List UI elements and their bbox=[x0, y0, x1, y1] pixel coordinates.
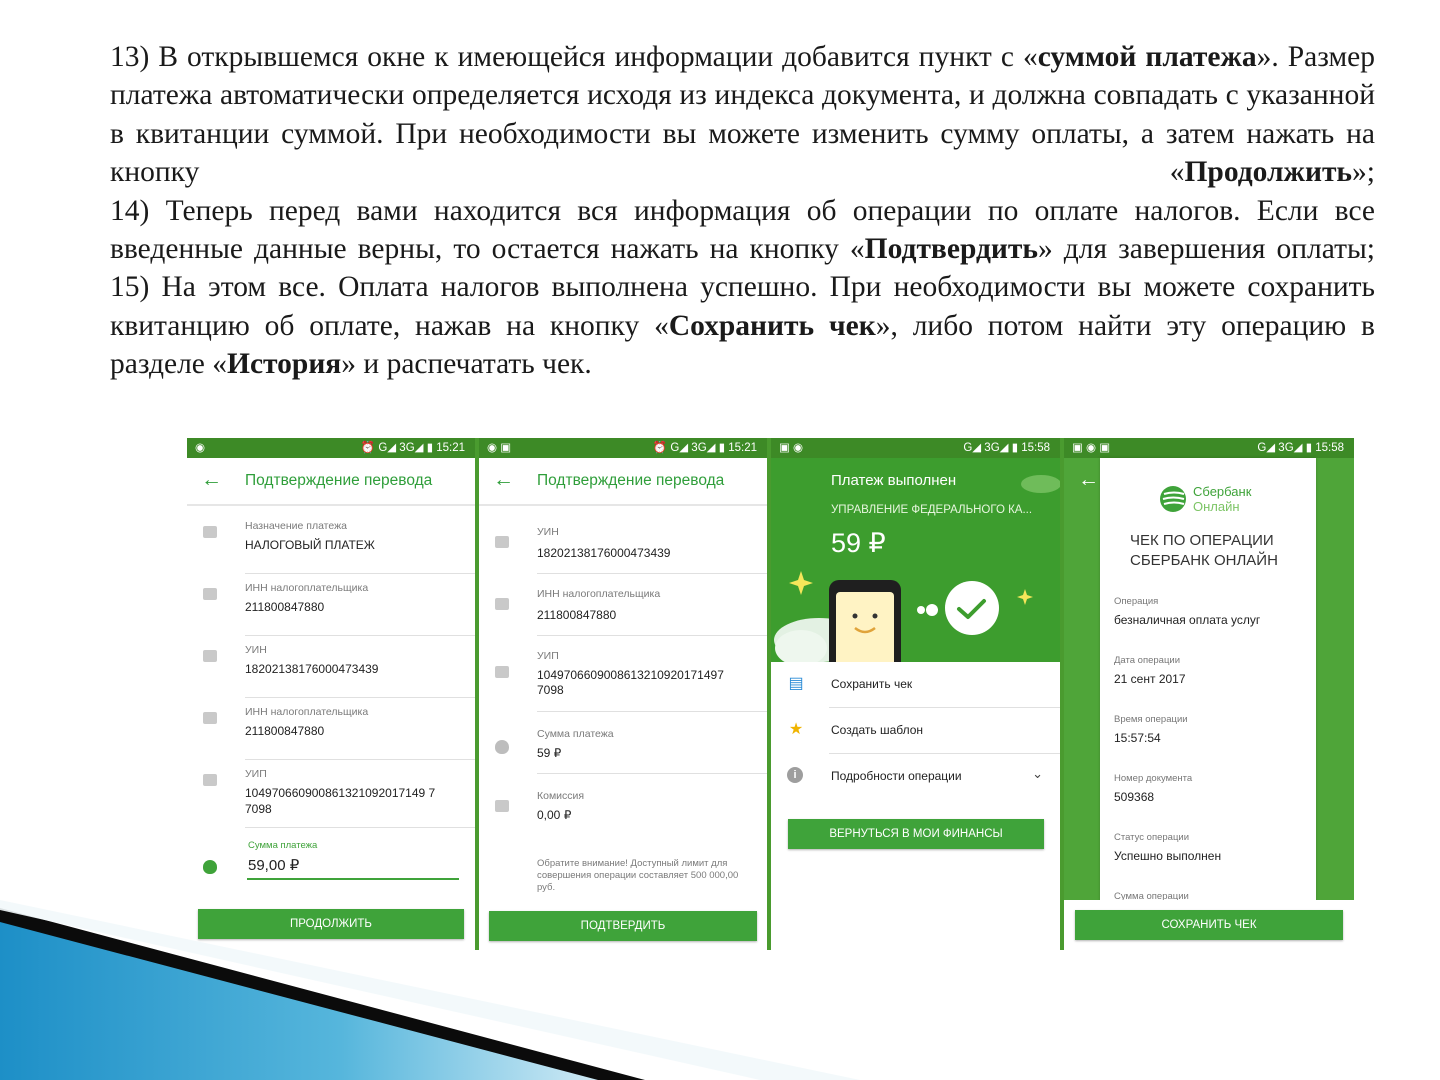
receipt-value: 21 сент 2017 bbox=[1114, 672, 1186, 686]
back-arrow-icon[interactable]: ← bbox=[1078, 468, 1099, 491]
field-icon bbox=[495, 800, 509, 812]
phone-screenshots bbox=[187, 438, 1354, 950]
field-value: 0,00 ₽ bbox=[537, 808, 572, 822]
field-value: 211800847880 bbox=[245, 724, 325, 738]
receipt-label: Сумма операции bbox=[1114, 891, 1189, 900]
field-value-cont: 7098 bbox=[537, 683, 564, 697]
field-uip bbox=[479, 636, 767, 712]
continue-button[interactable]: ПРОДОЛЖИТЬ bbox=[198, 909, 464, 939]
field-value: 18202138176000473439 bbox=[245, 662, 379, 676]
status-bar bbox=[1064, 438, 1354, 458]
field-value: 18202138176000473439 bbox=[537, 546, 671, 560]
field-icon bbox=[203, 588, 217, 600]
screen-title: Подтверждение перевода bbox=[537, 472, 725, 489]
field-uip bbox=[187, 760, 475, 828]
field-icon bbox=[203, 650, 217, 662]
create-template-menu-item[interactable] bbox=[771, 708, 1060, 754]
field-label: Комиссия bbox=[537, 790, 585, 802]
field-fee bbox=[479, 774, 767, 836]
receipt-label: Время операции bbox=[1114, 714, 1188, 725]
status-indicators: G◢ 3G◢ ▮ 15:58 bbox=[1257, 442, 1344, 454]
field-label: ИНН налогоплательщика bbox=[537, 588, 661, 600]
menu-label: Создать шаблон bbox=[831, 723, 924, 737]
receipt-heading-line2: СБЕРБАНК ОНЛАЙН bbox=[1130, 552, 1278, 569]
field-label: ИНН налогоплательщика bbox=[245, 582, 369, 594]
status-indicators: ⏰ G◢ 3G◢ ▮ 15:21 bbox=[652, 442, 757, 454]
recipient-name: УПРАВЛЕНИЕ ФЕДЕРАЛЬНОГО КА... bbox=[831, 504, 1033, 516]
screen-title: Подтверждение перевода bbox=[245, 472, 433, 489]
field-amount[interactable] bbox=[187, 836, 475, 896]
app-bar bbox=[479, 458, 767, 506]
operation-details-menu-item[interactable] bbox=[771, 754, 1060, 800]
app-icon: ◉ ▣ bbox=[487, 442, 512, 454]
phone-payment-amount bbox=[187, 438, 475, 950]
status-bar bbox=[479, 438, 767, 458]
back-arrow-icon[interactable]: ← bbox=[201, 468, 222, 491]
phone-receipt bbox=[1064, 438, 1354, 950]
paid-amount: 59 ₽ bbox=[831, 528, 886, 558]
money-bag-icon bbox=[495, 740, 509, 754]
field-icon bbox=[495, 536, 509, 548]
field-icon bbox=[203, 712, 217, 724]
field-inn bbox=[187, 574, 475, 636]
field-label: ИНН налогоплательщика bbox=[245, 706, 369, 718]
decorative-wedge bbox=[0, 900, 860, 1080]
field-icon bbox=[495, 598, 509, 610]
field-label: УИН bbox=[537, 526, 559, 538]
receipt-icon: ▤ bbox=[788, 675, 804, 692]
receipt-heading bbox=[1130, 531, 1278, 571]
receipt-field-cut bbox=[1114, 891, 1304, 900]
field-amount bbox=[479, 712, 767, 774]
app-icon: ◉ bbox=[195, 442, 206, 454]
success-header bbox=[771, 458, 1060, 662]
menu-label: Подробности операции bbox=[831, 769, 962, 783]
save-receipt-button[interactable]: СОХРАНИТЬ ЧЕК bbox=[1075, 910, 1343, 940]
receipt-value: Успешно выполнен bbox=[1114, 849, 1222, 863]
menu-label: Сохранить чек bbox=[831, 677, 913, 691]
field-inn bbox=[479, 574, 767, 636]
receipt-field bbox=[1114, 714, 1304, 745]
app-icon: ▣ ◉ bbox=[779, 442, 804, 454]
step-15: 15) На этом все. Оплата налогов выполнена успешно. При необходимости вы можете сохранить квитанцию об оплате, нажав на кнопку «Сохранить чек», либо потом найти эту операцию в разделе «История» и распечатать чек. bbox=[110, 271, 1375, 381]
field-label: УИП bbox=[245, 768, 267, 780]
receipt-field bbox=[1114, 655, 1304, 686]
status-indicators: G◢ 3G◢ ▮ 15:58 bbox=[963, 442, 1050, 454]
receipt-card bbox=[1100, 458, 1316, 912]
app-bar bbox=[187, 458, 475, 506]
step-13: 13) В открывшемся окне к имеющейся информации добавится пункт с «суммой платежа». Размер платежа автоматически определяется исходя из индекса документа, и должна совпадать с указанной в квитанции суммой. При необходимости вы можете изменить сумму оплаты, а затем нажать на кнопку «Продолжить»; bbox=[110, 41, 1375, 189]
phone-payment-done bbox=[771, 438, 1060, 950]
receipt-label: Дата операции bbox=[1114, 655, 1181, 666]
field-value: 211800847880 bbox=[537, 608, 617, 622]
money-bag-icon bbox=[203, 860, 217, 874]
limit-note: Обратите внимание! Доступный лимит для совершения операции составляет 500 000,00 руб. bbox=[537, 858, 739, 893]
field-label: УИН bbox=[245, 644, 267, 656]
step-14: 14) Теперь перед вами находится вся информация об операции по оплате налогов. Если все введенные данные верны, то остается нажать на кнопку «Подтвердить» для завершения оплаты; bbox=[110, 194, 1375, 266]
brand-subname: Онлайн bbox=[1193, 499, 1240, 514]
brand-name: Сбербанк bbox=[1193, 484, 1252, 499]
field-label: Назначение платежа bbox=[245, 520, 347, 532]
status-bar bbox=[187, 438, 475, 458]
receipt-label: Номер документа bbox=[1114, 773, 1193, 784]
back-arrow-icon[interactable]: ← bbox=[493, 468, 514, 491]
success-illustration bbox=[771, 458, 1060, 662]
field-inn-2 bbox=[187, 698, 475, 760]
status-bar bbox=[771, 438, 1060, 458]
field-value: 1049706609008613210920171497 bbox=[537, 668, 724, 682]
receipt-value: 509368 bbox=[1114, 790, 1155, 804]
chevron-down-icon[interactable]: ⌄ bbox=[1032, 766, 1043, 781]
confirm-button[interactable]: ПОДТВЕРДИТЬ bbox=[489, 911, 757, 941]
field-label: Сумма платежа bbox=[537, 728, 614, 740]
amount-input[interactable]: 59,00 ₽ bbox=[248, 857, 300, 874]
field-label: УИП bbox=[537, 650, 559, 662]
receipt-label: Статус операции bbox=[1114, 832, 1190, 843]
field-value: 211800847880 bbox=[245, 600, 325, 614]
receipt-field bbox=[1114, 773, 1304, 804]
slide-text bbox=[110, 38, 1375, 384]
field-label: Сумма платежа bbox=[248, 840, 318, 851]
field-icon bbox=[495, 666, 509, 678]
status-indicators: ⏰ G◢ 3G◢ ▮ 15:21 bbox=[360, 442, 465, 454]
save-receipt-menu-item[interactable] bbox=[771, 662, 1060, 708]
field-value-cont: 7098 bbox=[245, 802, 272, 816]
receipt-value: безналичная оплата услуг bbox=[1114, 613, 1261, 627]
back-to-finances-button[interactable]: ВЕРНУТЬСЯ В МОИ ФИНАНСЫ bbox=[788, 819, 1044, 849]
app-icon: ▣ ◉ ▣ bbox=[1072, 442, 1111, 454]
field-purpose bbox=[187, 512, 475, 574]
field-icon bbox=[203, 774, 217, 786]
receipt-field bbox=[1114, 832, 1304, 863]
field-value: НАЛОГОВЫЙ ПЛАТЕЖ bbox=[245, 538, 375, 552]
info-icon: i bbox=[787, 767, 803, 783]
success-title: Платеж выполнен bbox=[831, 472, 957, 489]
field-value: 104970660900861321092017149 7 bbox=[245, 786, 436, 800]
sberbank-logo bbox=[1156, 484, 1190, 514]
receipt-value: 15:57:54 bbox=[1114, 731, 1161, 745]
field-uin bbox=[479, 512, 767, 574]
phone-confirmation bbox=[479, 438, 767, 950]
field-icon bbox=[203, 526, 217, 538]
receipt-field bbox=[1114, 596, 1304, 627]
receipt-label: Операция bbox=[1114, 596, 1159, 607]
receipt-heading-line1: ЧЕК ПО ОПЕРАЦИИ bbox=[1130, 532, 1274, 549]
field-uin bbox=[187, 636, 475, 698]
field-value: 59 ₽ bbox=[537, 746, 562, 760]
star-icon: ★ bbox=[788, 721, 804, 738]
